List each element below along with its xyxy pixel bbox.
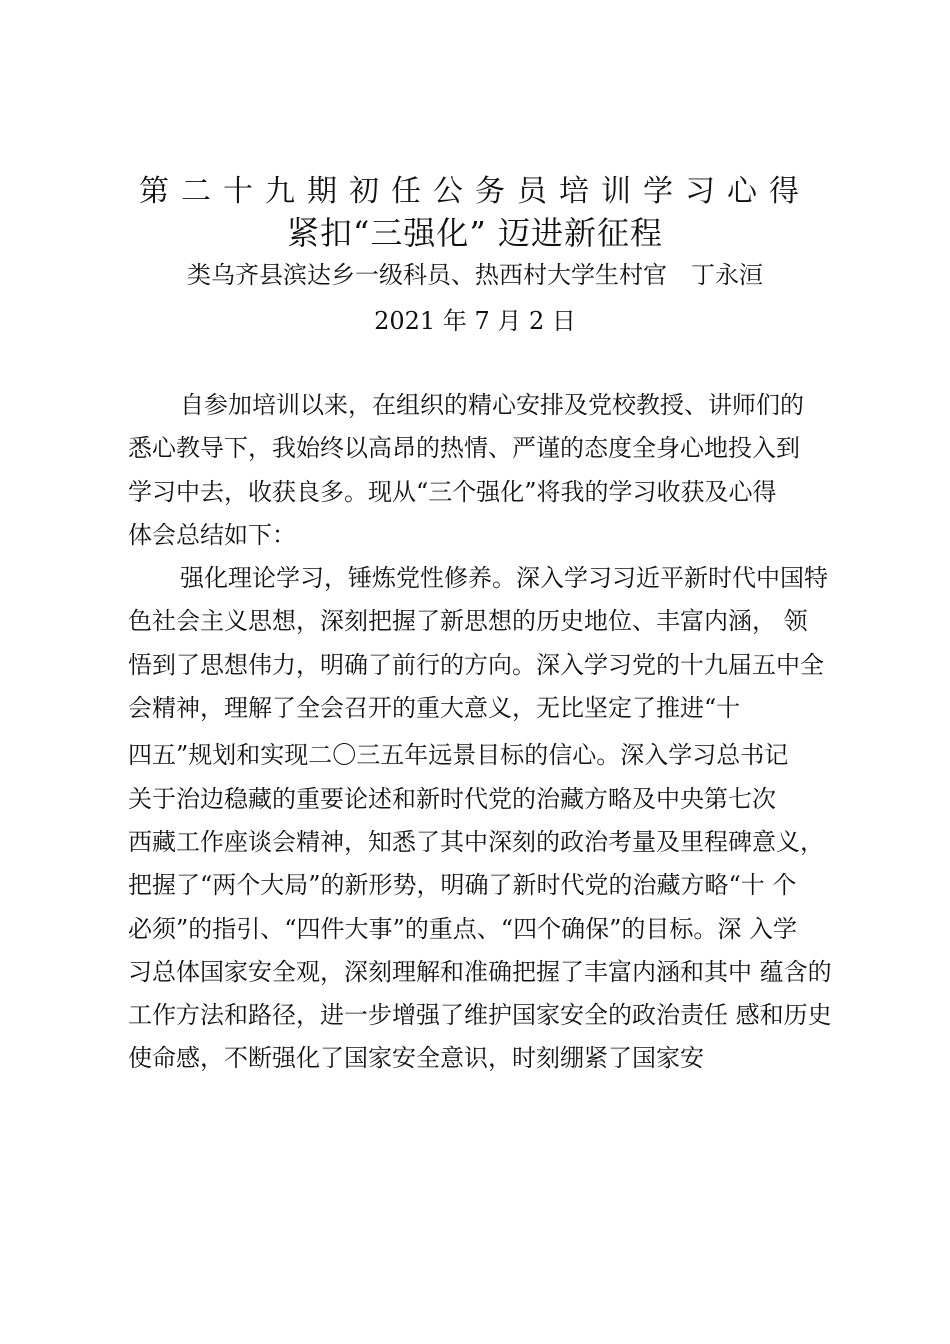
- author-line: 类乌齐县滨达乡一级科员、热西村大学生村官 丁永洹: [187, 261, 763, 289]
- paragraph-line: 强化理论学习，锤炼党性修养。深入学习习近平新时代中国特: [180, 564, 828, 593]
- paragraph-line: 关于治边稳藏的重要论述和新时代党的治藏方略及中央第七次: [128, 784, 776, 813]
- paragraph-line: 悉心教导下，我始终以高昂的热情、严谨的态度全身心地投入到: [128, 434, 800, 463]
- paragraph-line: 西藏工作座谈会精神，知悉了其中深刻的政治考量及里程碑意义，: [128, 827, 824, 856]
- paragraph-line: 体会总结如下：: [128, 520, 296, 549]
- document-subtitle: 紧扣“三强化” 迈进新征程: [287, 214, 663, 252]
- paragraph-line: 使命感，不断强化了国家安全意识，时刻绷紧了国家安: [128, 1044, 704, 1073]
- date-line: 2021 年 7 月 2 日: [374, 307, 576, 335]
- paragraph-line: 会精神，理解了全会召开的重大意义，无比坚定了推进“十: [128, 694, 741, 723]
- paragraph-line: 习总体国家安全观，深刻理解和准确把握了丰富内涵和其中 蕴含的: [128, 957, 832, 986]
- paragraph-line: 自参加培训以来，在组织的精心安排及党校教授、讲师们的: [180, 391, 804, 419]
- paragraph-line: 四五”规划和实现二〇三五年远景目标的信心。深入学习总书记: [128, 741, 789, 770]
- body-text: [128, 384, 868, 1081]
- paragraph-line: 色社会主义思想，深刻把握了新思想的历史地位、丰富内涵， 领: [128, 607, 808, 636]
- document-title: 第二十九期初任公务员培训学习心得: [139, 174, 811, 209]
- paragraph-line: 把握了“两个大局”的新形势，明确了新时代党的治藏方略“十 个: [128, 871, 797, 900]
- paragraph-line: 必须”的指引、“四件大事”的重点、“四个确保”的目标。深 入学: [128, 914, 797, 943]
- paragraph-line: 工作方法和路径，进一步增强了维护国家安全的政治责任 感和历史: [128, 1001, 832, 1030]
- paragraph-line: 学习中去，收获良多。现从“三个强化”将我的学习收获及心得: [128, 477, 777, 506]
- paragraph-line: 悟到了思想伟力，明确了前行的方向。深入学习党的十九届五中全: [128, 650, 824, 679]
